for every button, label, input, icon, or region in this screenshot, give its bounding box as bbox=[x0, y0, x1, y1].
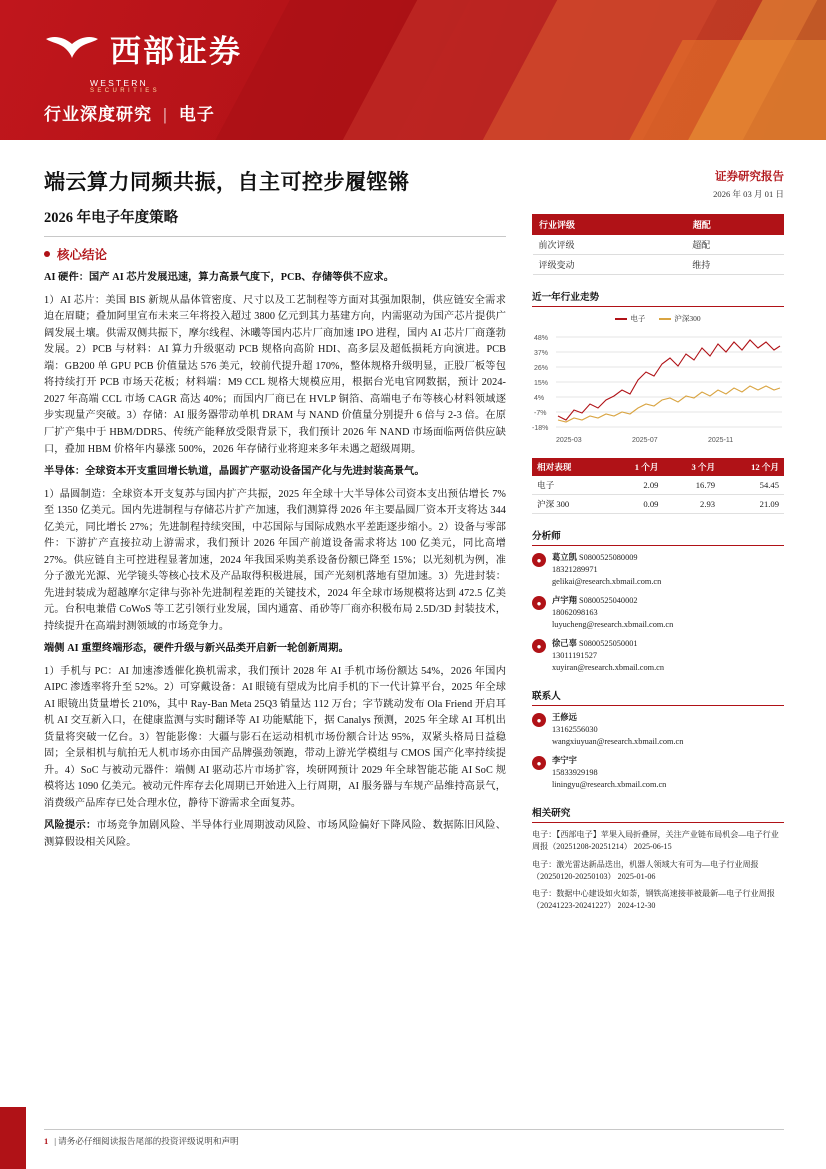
section-core-conclusion-label: 核心结论 bbox=[57, 248, 108, 263]
list-item[interactable] bbox=[532, 888, 784, 912]
footer-disclaimer: 请务必仔细阅读报告尾部的投资评级说明和声明 bbox=[58, 1136, 239, 1146]
related-date: 2025-06-15 bbox=[633, 842, 672, 852]
trend-legend bbox=[532, 313, 784, 324]
svg-text:2025-03: 2025-03 bbox=[556, 437, 582, 444]
brand-name-en-sub: SECURITIES bbox=[90, 88, 161, 94]
legend-item-hs300 bbox=[659, 313, 700, 324]
page-title: 端云算力同频共振，自主可控步履铿锵 bbox=[44, 170, 410, 194]
report-label: 证券研究报告 bbox=[715, 171, 784, 183]
paragraph-heading-1: AI 硬件：国产 AI 芯片发展迅速，算力高景气度下，PCB、存储等供不应求。 bbox=[44, 272, 394, 284]
banner-separator: | bbox=[163, 105, 168, 124]
rating-header-label: 行业评级 bbox=[533, 215, 687, 235]
analyst-name: 卢宇翔 bbox=[552, 596, 577, 606]
paragraph-1: 1）AI 芯片：美国 BIS 新规从晶体管密度、尺寸以及工艺制程等方面对其强加限制，供应链安全需求迫在眉睫；叠加阿里宣布未来三年将投入超过 3800 亿元到其力基建方向，内需驱动为国产芯片提供广阔发展土壤。供需双侧共振下，摩尔线程、沐曦等国内芯片厂商加速 IPO 进程，国内 AI 芯片厂商蓬勃发展。2）PCB 与材料：AI 算力升级驱动 PCB 规格向高阶 HDI、高多层及超低损耗方向演进。PCB 端：GB200 单 GPU PCB 价值量达 576 美元，较前代提升超 170%，整体规格升级明显，正股厂板等包将持续打开 PCB 市场天花板；材料端：M9 CCL 规格大规模应用，根据台光电官网数据，预计 2024-2027 年高端 CCL 市场 CAGR 高达 40%；而国内厂商已在 HVLP 铜箔、高端电子布等核心材料领域逐步实现量产突破。3）存储：AI 服务器带动单机 DRAM 与 NAND 价值量分别提升 6 倍与 2-3 倍。在原厂扩产集中于 HBM/DDR5、传统产能释放受限背景下，我们预计 2026 年 NAND 市场面临两倍供应缺口，叠加 HBM 价格年内暴涨 500%，2026 年存储行业将迎来多年未遇之超级周期。 bbox=[44, 294, 506, 455]
perf-header-3: 12 个月 bbox=[720, 458, 784, 476]
report-date: 2026 年 03 月 01 日 bbox=[713, 189, 784, 199]
table-row bbox=[533, 235, 784, 255]
contact-email[interactable]: liningyu@research.xbmail.com.cn bbox=[552, 780, 667, 790]
list-item[interactable] bbox=[532, 829, 784, 853]
page-footer: 1 | 请务必仔细阅读报告尾部的投资评级说明和声明 bbox=[44, 1129, 784, 1147]
analyst-code: S0800525050001 bbox=[578, 639, 638, 649]
paragraph-heading-2: 半导体：全球资本开支重回增长轨道，晶圆扩产驱动设备国产化与先进封装高景气。 bbox=[44, 466, 425, 478]
person-icon: ● bbox=[532, 756, 546, 770]
legend-label-electronics: 电子 bbox=[630, 314, 646, 323]
svg-text:2025-11: 2025-11 bbox=[708, 437, 734, 444]
related-text[interactable]: 电子：激光雷达新品迭出，机器人领域大有可为—电子行业周报（20250120-20250103） bbox=[532, 859, 759, 881]
rating-header-value: 超配 bbox=[686, 215, 783, 235]
paragraph-2: 1）晶圆制造：全球资本开支复苏与国内扩产共振，2025 年全球十大半导体公司资本支出预估增长 7% 至 1350 亿美元。国内先进制程与存储芯片扩产加速，我们测算得 2026 年主要晶圆厂资本开支将达 344 亿美元，同比增长 27%；先进制程持续突围，中芯国际与国际成熟水平差距逐步缩小。2）设备与零部件：下游扩产直接拉动上游需求，我们预计 2026 年国产前道设备需求将达 100 亿美元，同比高增 27%。供应链自主可控进程显著加速，2024 年我国采购美系设备份额已降至 15%；以光刻机为例，准分子激光光源、光学镜头等核心技术及产品取得积极进展，国产光刻机落地有望加速。3）先进封装：先进封装成为超越摩尔定律与弥补先进制程差距的关键技术，2024 年全球市场规模将达到 472.5 亿美元。台积电兼借 CoWoS 等工艺引领行业发展，国内通富、甬砂等厂商亦积极布局 2.5D/3D 封装技术，持续提升在高端封测领域的市场竞争力。 bbox=[44, 488, 506, 632]
contact-name: 李宁宇 bbox=[552, 756, 577, 766]
svg-text:2025-07: 2025-07 bbox=[632, 437, 658, 444]
table-row bbox=[532, 495, 784, 514]
svg-text:-18%: -18% bbox=[532, 425, 549, 432]
banner-category: 行业深度研究 bbox=[44, 105, 152, 124]
page-subtitle: 2026 年电子年度策略 bbox=[44, 210, 179, 227]
related-research-list bbox=[532, 829, 784, 912]
analyst-info bbox=[552, 595, 673, 631]
related-date: 2024-12-30 bbox=[617, 900, 656, 910]
analysts-section-title: 分析师 bbox=[532, 528, 784, 546]
list-item bbox=[532, 638, 784, 674]
list-item bbox=[532, 552, 784, 588]
perf-header-0: 相对表现 bbox=[532, 458, 607, 476]
section-core-conclusion bbox=[44, 245, 506, 263]
rating-prev-label: 前次评级 bbox=[533, 235, 687, 255]
perf-row0-12m: 54.45 bbox=[720, 476, 784, 495]
list-item bbox=[532, 755, 784, 791]
perf-row1-3m: 2.93 bbox=[663, 495, 720, 514]
svg-text:4%: 4% bbox=[534, 395, 545, 402]
brand-name-cn: 西部证券 bbox=[110, 34, 242, 70]
rating-prev-value: 超配 bbox=[686, 235, 783, 255]
person-icon: ● bbox=[532, 639, 546, 653]
bullet-icon bbox=[44, 251, 50, 257]
svg-text:48%: 48% bbox=[534, 335, 549, 342]
legend-label-hs300: 沪深300 bbox=[674, 314, 701, 323]
analyst-info bbox=[552, 638, 664, 674]
contact-name: 王修远 bbox=[552, 713, 577, 723]
related-research-title: 相关研究 bbox=[532, 805, 784, 823]
perf-header-2: 3 个月 bbox=[663, 458, 720, 476]
person-icon: ● bbox=[532, 596, 546, 610]
banner-title bbox=[44, 100, 215, 125]
perf-row0-3m: 16.79 bbox=[663, 476, 720, 495]
contacts-section-title: 联系人 bbox=[532, 688, 784, 706]
related-text[interactable]: 电子：【西部电子】苹果入局折叠屏，关注产业链布局机会—电子行业周报（20251208-20251214） bbox=[532, 830, 779, 852]
contact-phone: 13162556030 bbox=[552, 725, 598, 735]
risk-text: 市场竞争加剧风险、半导体行业周期波动风险、市场风险偏好下降风险、数据陈旧风险、测算假设相关风险。 bbox=[44, 820, 506, 848]
bull-horn-icon bbox=[44, 27, 100, 71]
svg-text:26%: 26% bbox=[534, 365, 549, 372]
svg-text:-7%: -7% bbox=[534, 410, 547, 417]
trend-section-title: 近一年行业走势 bbox=[532, 289, 784, 307]
main-content bbox=[44, 168, 506, 857]
paragraph-3: 1）手机与 PC：AI 加速渗透催化换机需求，我们预计 2028 年 AI 手机市场份额达 54%，2026 年国内 AIPC 渗透率将升至 52%。2）可穿戴设备：AI 眼镜有望成为比肩手机的下一代计算平台，2025 年全球 AI 眼镜出货量增长 210%，其中 Ray-Ban Meta 25Q3 销量达 112 万台；字节跳动发布 Ola Friend 开启耳机 AI 交互新入口，在健康监测与实时翻译等 AI 功能赋能下，据 Canalys 预测，2025 年全球 AI 耳机出货量将突破一亿台。3）智能影像：大疆与影石在运动相机市场份额合计达 95%，双紧头格局日益稳固；全景相机与航拍无人机市场亦由国产品牌强劲领跑，带动上游光学模组与 CMOS 国产化率持续提升。4）SoC 与被动元器件：端侧 AI 驱动芯片市场扩容，埃研网预计 2029 年全球智能芯能 AI SoC 规模将达 1090 亿美元。被动元件库存去化周期已开始进入上行周期，AI 服务器与车规产品维持高景气，消费级产品库存已处合理水位，静待下游需求全面复苏。 bbox=[44, 665, 506, 809]
perf-header-1: 1 个月 bbox=[607, 458, 664, 476]
rating-change-label: 评级变动 bbox=[533, 255, 687, 275]
banner-industry: 电子 bbox=[178, 105, 215, 124]
list-item bbox=[532, 712, 784, 748]
rating-table bbox=[532, 214, 784, 275]
page-number: 1 bbox=[44, 1136, 49, 1146]
rating-change-value: 维持 bbox=[686, 255, 783, 275]
table-row bbox=[533, 255, 784, 275]
brand-logo bbox=[44, 26, 242, 94]
legend-item-electronics bbox=[615, 313, 645, 324]
perf-row0-1m: 2.09 bbox=[607, 476, 664, 495]
contact-email[interactable]: wangxiuyuan@research.xbmail.com.cn bbox=[552, 737, 684, 747]
page-header-banner bbox=[0, 0, 826, 140]
title-divider bbox=[44, 236, 506, 237]
person-icon: ● bbox=[532, 713, 546, 727]
table-row bbox=[532, 476, 784, 495]
analyst-info bbox=[552, 552, 661, 588]
perf-row1-name: 沪深 300 bbox=[532, 495, 607, 514]
svg-text:37%: 37% bbox=[534, 350, 549, 357]
paragraph-heading-3: 端侧 AI 重塑终端形态，硬件升级与新兴品类开启新一轮创新周期。 bbox=[44, 643, 349, 655]
sidebar bbox=[532, 168, 784, 917]
list-item[interactable] bbox=[532, 859, 784, 883]
analyst-phone: 13011191527 bbox=[552, 651, 598, 661]
perf-row0-name: 电子 bbox=[532, 476, 607, 495]
analyst-email[interactable]: gelikai@research.xbmail.com.cn bbox=[552, 577, 662, 587]
analyst-name: 葛立凯 bbox=[552, 553, 577, 562]
list-item bbox=[532, 595, 784, 631]
analyst-phone: 18062098163 bbox=[552, 608, 598, 618]
perf-row1-12m: 21.09 bbox=[720, 495, 784, 514]
contact-phone: 15833929198 bbox=[552, 768, 598, 778]
analyst-name: 徐己辜 bbox=[552, 639, 577, 649]
risk-label: 风险提示： bbox=[44, 820, 97, 832]
person-icon: ● bbox=[532, 553, 546, 567]
industry-trend-chart bbox=[532, 330, 784, 450]
related-date: 2025-01-06 bbox=[617, 871, 656, 881]
risk-disclosure bbox=[44, 818, 506, 851]
analyst-email[interactable]: luyucheng@research.xbmail.com.cn bbox=[552, 620, 674, 630]
relative-performance-table bbox=[532, 458, 784, 514]
contact-info bbox=[552, 755, 666, 791]
related-text[interactable]: 电子：数据中心建设如火如荼，钢铁高速接菲被最新—电子行业周报（20241223-20241227） bbox=[532, 888, 775, 910]
analyst-email[interactable]: xuyiran@research.xbmail.com.cn bbox=[552, 663, 664, 673]
analyst-phone: 18321289971 bbox=[552, 565, 598, 575]
analyst-code: S0800525080009 bbox=[578, 553, 638, 562]
footer-ribbon bbox=[0, 1107, 26, 1169]
brand-name-en: WESTERN bbox=[90, 78, 148, 88]
perf-row1-1m: 0.09 bbox=[607, 495, 664, 514]
contact-info bbox=[552, 712, 683, 748]
svg-text:15%: 15% bbox=[534, 380, 549, 387]
analyst-code: S0800525040002 bbox=[578, 596, 638, 606]
